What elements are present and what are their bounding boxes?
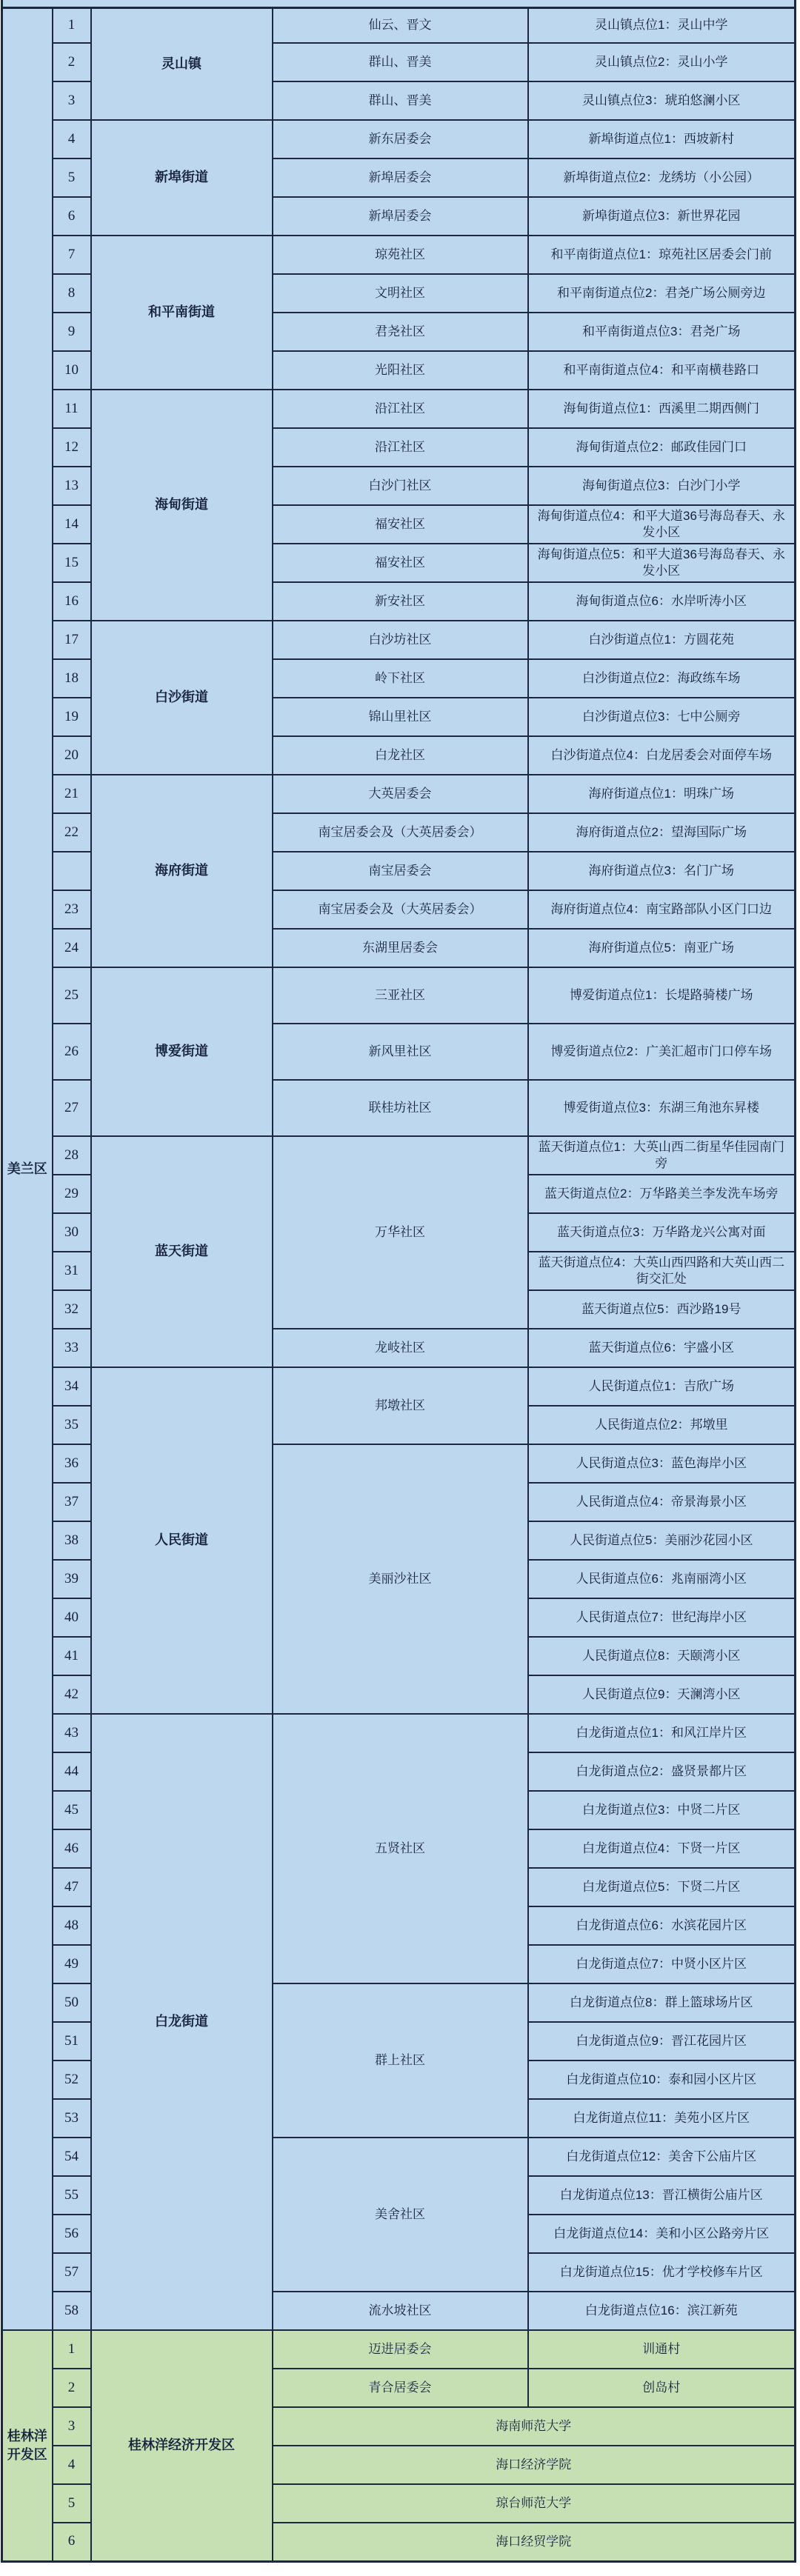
- community-cell: 白龙社区: [273, 736, 528, 775]
- point-cell: 海甸街道点位1：西溪里二期西侧门: [528, 390, 796, 428]
- row-number-cell: 26: [53, 1024, 91, 1080]
- row-number-cell: 56: [53, 2215, 91, 2253]
- point-cell: 海府街道点位2：望海国际广场: [528, 813, 796, 852]
- point-cell: 和平南街道点位1：琼苑社区居委会门前: [528, 236, 796, 274]
- point-cell: 人民街道点位3：蓝色海岸小区: [528, 1444, 796, 1483]
- point-cell: 白龙街道点位3：中贤二片区: [528, 1791, 796, 1829]
- point-cell: 白龙街道点位13：晋江横街公庙片区: [528, 2176, 796, 2215]
- point-cell: 灵山镇点位3：琥珀悠澜小区: [528, 81, 796, 120]
- point-cell: 海府街道点位1：明珠广场: [528, 775, 796, 813]
- row-number-cell: 54: [53, 2138, 91, 2176]
- table-row: [2, 236, 796, 274]
- campus-site-cell: 海口经贸学院: [273, 2523, 796, 2561]
- community-cell: 美舍社区: [273, 2138, 528, 2292]
- row-number-cell: 9: [53, 313, 91, 351]
- nucleic-acid-sites-table: [1, 0, 796, 2563]
- community-cell: 南宝居委会及（大英居委会）: [273, 813, 528, 852]
- row-number-cell: 57: [53, 2253, 91, 2292]
- row-number-cell: 6: [53, 197, 91, 236]
- row-number-cell: 44: [53, 1752, 91, 1791]
- row-number-cell: 19: [53, 698, 91, 736]
- row-number-cell: 35: [53, 1406, 91, 1444]
- community-cell: 万华社区: [273, 1136, 528, 1329]
- point-cell: 人民街道点位1：吉欣广场: [528, 1367, 796, 1406]
- point-cell: 博爱街道点位2：广美汇超市门口停车场: [528, 1024, 796, 1080]
- street-cell: 新埠街道: [91, 120, 273, 236]
- point-cell: 海府街道点位4：南宝路部队小区门口边: [528, 890, 796, 929]
- point-cell: 海甸街道点位4：和平大道36号海岛春天、永发小区: [528, 505, 796, 544]
- district-cell: [2, 2330, 53, 2561]
- row-number-cell: 21: [53, 775, 91, 813]
- point-cell: 蓝天街道点位2：万华路美兰李发洗车场旁: [528, 1175, 796, 1213]
- row-number-cell: 40: [53, 1598, 91, 1637]
- community-cell: 五贤社区: [273, 1714, 528, 1983]
- point-cell: 和平南街道点位3：君尧广场: [528, 313, 796, 351]
- street-cell: 白沙街道: [91, 621, 273, 775]
- table-row: [2, 775, 796, 813]
- row-number-cell: 16: [53, 582, 91, 621]
- row-number-cell: 5: [53, 2484, 91, 2523]
- point-cell: 新埠街道点位1：西坡新村: [528, 120, 796, 159]
- community-cell: 青合居委会: [273, 2369, 528, 2407]
- campus-site-cell: 海南师范大学: [273, 2407, 796, 2446]
- community-cell: 白沙坊社区: [273, 621, 528, 659]
- community-cell: 福安社区: [273, 505, 528, 544]
- point-cell: 白龙街道点位14：美和小区公路旁片区: [528, 2215, 796, 2253]
- point-cell: 和平南街道点位4：和平南横巷路口: [528, 351, 796, 390]
- community-cell: 锦山里社区: [273, 698, 528, 736]
- row-number-cell: 3: [53, 2407, 91, 2446]
- row-number-cell: 3: [53, 81, 91, 120]
- community-cell: 三亚社区: [273, 967, 528, 1024]
- point-cell: 人民街道点位9：天澜湾小区: [528, 1675, 796, 1714]
- community-cell: 群上社区: [273, 1983, 528, 2138]
- community-cell: 文明社区: [273, 274, 528, 313]
- table-row: [2, 1714, 796, 1752]
- row-number-cell: 30: [53, 1213, 91, 1252]
- point-cell: 海府街道点位3：名门广场: [528, 852, 796, 890]
- point-cell: 白龙街道点位7：中贤小区片区: [528, 1945, 796, 1983]
- table-row: [2, 7, 796, 43]
- row-number-cell: 11: [53, 390, 91, 428]
- row-number-cell: 2: [53, 43, 91, 81]
- point-cell: 白龙街道点位8：群上篮球场片区: [528, 1983, 796, 2022]
- row-number-cell: 33: [53, 1329, 91, 1367]
- row-number-cell: 10: [53, 351, 91, 390]
- row-number-cell: 5: [53, 159, 91, 197]
- street-cell: 海甸街道: [91, 390, 273, 621]
- community-cell: 新东居委会: [273, 120, 528, 159]
- row-number-cell: 38: [53, 1521, 91, 1560]
- row-number-cell: 6: [53, 2523, 91, 2561]
- community-cell: 东湖里居委会: [273, 929, 528, 967]
- row-number-cell: 48: [53, 1906, 91, 1945]
- community-cell: 福安社区: [273, 544, 528, 582]
- community-cell: 群山、晋美: [273, 81, 528, 120]
- table-row: [2, 621, 796, 659]
- point-cell: 灵山镇点位2：灵山小学: [528, 43, 796, 81]
- community-cell: 新风里社区: [273, 1024, 528, 1080]
- point-cell: 博爱街道点位1：长堤路骑楼广场: [528, 967, 796, 1024]
- community-cell: 新安社区: [273, 582, 528, 621]
- community-cell: 邦墩社区: [273, 1367, 528, 1444]
- row-number-cell: 7: [53, 236, 91, 274]
- street-cell: 海府街道: [91, 775, 273, 967]
- street-cell: 博爱街道: [91, 967, 273, 1136]
- point-cell: 白龙街道点位16：滨江新苑: [528, 2292, 796, 2330]
- row-number-cell: 43: [53, 1714, 91, 1752]
- community-cell: 南宝居委会及（大英居委会）: [273, 890, 528, 929]
- point-cell: 蓝天街道点位1：大英山西二街星华佳园南门旁: [528, 1136, 796, 1175]
- row-number-cell: 29: [53, 1175, 91, 1213]
- campus-site-cell: 琼台师范大学: [273, 2484, 796, 2523]
- community-cell: 大英居委会: [273, 775, 528, 813]
- point-cell: 人民街道点位7：世纪海岸小区: [528, 1598, 796, 1637]
- community-cell: 南宝居委会: [273, 852, 528, 890]
- point-cell: 白龙街道点位1：和风江岸片区: [528, 1714, 796, 1752]
- row-number-cell: 8: [53, 274, 91, 313]
- point-cell: 白沙街道点位4：白龙居委会对面停车场: [528, 736, 796, 775]
- row-number-cell: 41: [53, 1637, 91, 1675]
- row-number-cell: 52: [53, 2061, 91, 2099]
- row-number-cell: 2: [53, 2369, 91, 2407]
- table-row: [2, 1136, 796, 1175]
- community-cell: 流水坡社区: [273, 2292, 528, 2330]
- row-number-cell: 1: [53, 2330, 91, 2369]
- point-cell: 海甸街道点位6：水岸听涛小区: [528, 582, 796, 621]
- community-cell: 美丽沙社区: [273, 1444, 528, 1714]
- row-number-cell: 39: [53, 1560, 91, 1598]
- community-cell: 迈进居委会: [273, 2330, 528, 2369]
- row-number-cell: 17: [53, 621, 91, 659]
- row-number-cell: 13: [53, 467, 91, 505]
- table-row: [2, 390, 796, 428]
- point-cell: 海甸街道点位5：和平大道36号海岛春天、永发小区: [528, 544, 796, 582]
- community-cell: 沿江社区: [273, 428, 528, 467]
- table-row: [2, 2330, 796, 2369]
- community-cell: 新埠居委会: [273, 197, 528, 236]
- point-cell: 海甸街道点位2：邮政佳园门口: [528, 428, 796, 467]
- cutoff-cell: [2, 0, 796, 7]
- point-cell: 蓝天街道点位3：万华路龙兴公寓对面: [528, 1213, 796, 1252]
- top-cutoff-row: [2, 0, 796, 7]
- community-cell: 沿江社区: [273, 390, 528, 428]
- point-cell: 白沙街道点位1：方圆花苑: [528, 621, 796, 659]
- point-cell: 人民街道点位4：帝景海景小区: [528, 1483, 796, 1521]
- row-number-cell: 45: [53, 1791, 91, 1829]
- table-row: [2, 967, 796, 1024]
- district-label: 桂林洋开发区: [7, 2429, 47, 2462]
- point-cell: 白龙街道点位9：晋江花园片区: [528, 2022, 796, 2061]
- row-number-cell: 31: [53, 1252, 91, 1290]
- street-cell: 桂林洋经济开发区: [91, 2330, 273, 2561]
- point-cell: 新埠街道点位3：新世界花园: [528, 197, 796, 236]
- point-cell: 白龙街道点位6：水滨花园片区: [528, 1906, 796, 1945]
- point-cell: 人民街道点位8：天颐湾小区: [528, 1637, 796, 1675]
- community-cell: 光阳社区: [273, 351, 528, 390]
- row-number-cell: 1: [53, 7, 91, 43]
- community-cell: 君尧社区: [273, 313, 528, 351]
- point-cell: 白龙街道点位12：美舍下公庙片区: [528, 2138, 796, 2176]
- row-number-cell: 50: [53, 1983, 91, 2022]
- point-cell: 海府街道点位5：南亚广场: [528, 929, 796, 967]
- point-cell: 白沙街道点位2：海政练车场: [528, 659, 796, 698]
- row-number-cell: 4: [53, 120, 91, 159]
- point-cell: 白龙街道点位10：泰和园小区片区: [528, 2061, 796, 2099]
- row-number-cell: 53: [53, 2099, 91, 2138]
- row-number-cell: 34: [53, 1367, 91, 1406]
- row-number-cell: 49: [53, 1945, 91, 1983]
- point-cell: 白龙街道点位11：美苑小区片区: [528, 2099, 796, 2138]
- row-number-cell: 20: [53, 736, 91, 775]
- row-number-cell: 12: [53, 428, 91, 467]
- community-cell: 岭下社区: [273, 659, 528, 698]
- point-cell: 白沙街道点位3：七中公厕旁: [528, 698, 796, 736]
- community-cell: 白沙门社区: [273, 467, 528, 505]
- district-label: 美兰区: [7, 1161, 47, 1177]
- row-number-cell: 47: [53, 1868, 91, 1906]
- table-row: [2, 1367, 796, 1406]
- point-cell: 白龙街道点位2：盛贤景都片区: [528, 1752, 796, 1791]
- row-number-cell: 14: [53, 505, 91, 544]
- row-number-cell: 37: [53, 1483, 91, 1521]
- point-cell: 海甸街道点位3：白沙门小学: [528, 467, 796, 505]
- community-cell: 琼苑社区: [273, 236, 528, 274]
- point-cell: 博爱街道点位3：东湖三角池东昇楼: [528, 1080, 796, 1136]
- row-number-cell: 51: [53, 2022, 91, 2061]
- street-cell: 蓝天街道: [91, 1136, 273, 1367]
- row-number-cell: 18: [53, 659, 91, 698]
- community-cell: 联桂坊社区: [273, 1080, 528, 1136]
- point-cell: 人民街道点位6：兆南丽湾小区: [528, 1560, 796, 1598]
- row-number-cell: [53, 852, 91, 890]
- street-cell: 和平南街道: [91, 236, 273, 390]
- point-cell: 训通村: [528, 2330, 796, 2369]
- row-number-cell: 46: [53, 1829, 91, 1868]
- point-cell: 新埠街道点位2：龙绣坊（小公园）: [528, 159, 796, 197]
- point-cell: 和平南街道点位2：君尧广场公厕旁边: [528, 274, 796, 313]
- row-number-cell: 55: [53, 2176, 91, 2215]
- row-number-cell: 58: [53, 2292, 91, 2330]
- point-cell: 人民街道点位2：邦墩里: [528, 1406, 796, 1444]
- row-number-cell: 27: [53, 1080, 91, 1136]
- point-cell: 灵山镇点位1：灵山中学: [528, 7, 796, 43]
- row-number-cell: 22: [53, 813, 91, 852]
- row-number-cell: 42: [53, 1675, 91, 1714]
- point-cell: 蓝天街道点位5：西沙路19号: [528, 1290, 796, 1329]
- community-cell: 新埠居委会: [273, 159, 528, 197]
- point-cell: 白龙街道点位15：优才学校修车片区: [528, 2253, 796, 2292]
- row-number-cell: 25: [53, 967, 91, 1024]
- row-number-cell: 23: [53, 890, 91, 929]
- row-number-cell: 36: [53, 1444, 91, 1483]
- point-cell: 白龙街道点位5：下贤二片区: [528, 1868, 796, 1906]
- district-cell: [2, 7, 53, 2330]
- row-number-cell: 28: [53, 1136, 91, 1175]
- table-row: [2, 120, 796, 159]
- community-cell: 群山、晋美: [273, 43, 528, 81]
- row-number-cell: 32: [53, 1290, 91, 1329]
- point-cell: 创岛村: [528, 2369, 796, 2407]
- point-cell: 蓝天街道点位4：大英山西四路和大英山西二街交汇处: [528, 1252, 796, 1290]
- point-cell: 白龙街道点位4：下贤一片区: [528, 1829, 796, 1868]
- campus-site-cell: 海口经济学院: [273, 2446, 796, 2484]
- community-cell: 仙云、晋文: [273, 7, 528, 43]
- street-cell: 人民街道: [91, 1367, 273, 1714]
- row-number-cell: 4: [53, 2446, 91, 2484]
- street-cell: 灵山镇: [91, 7, 273, 120]
- street-cell: 白龙街道: [91, 1714, 273, 2330]
- community-cell: 龙岐社区: [273, 1329, 528, 1367]
- point-cell: 蓝天街道点位6：宇盛小区: [528, 1329, 796, 1367]
- row-number-cell: 24: [53, 929, 91, 967]
- point-cell: 人民街道点位5：美丽沙花园小区: [528, 1521, 796, 1560]
- row-number-cell: 15: [53, 544, 91, 582]
